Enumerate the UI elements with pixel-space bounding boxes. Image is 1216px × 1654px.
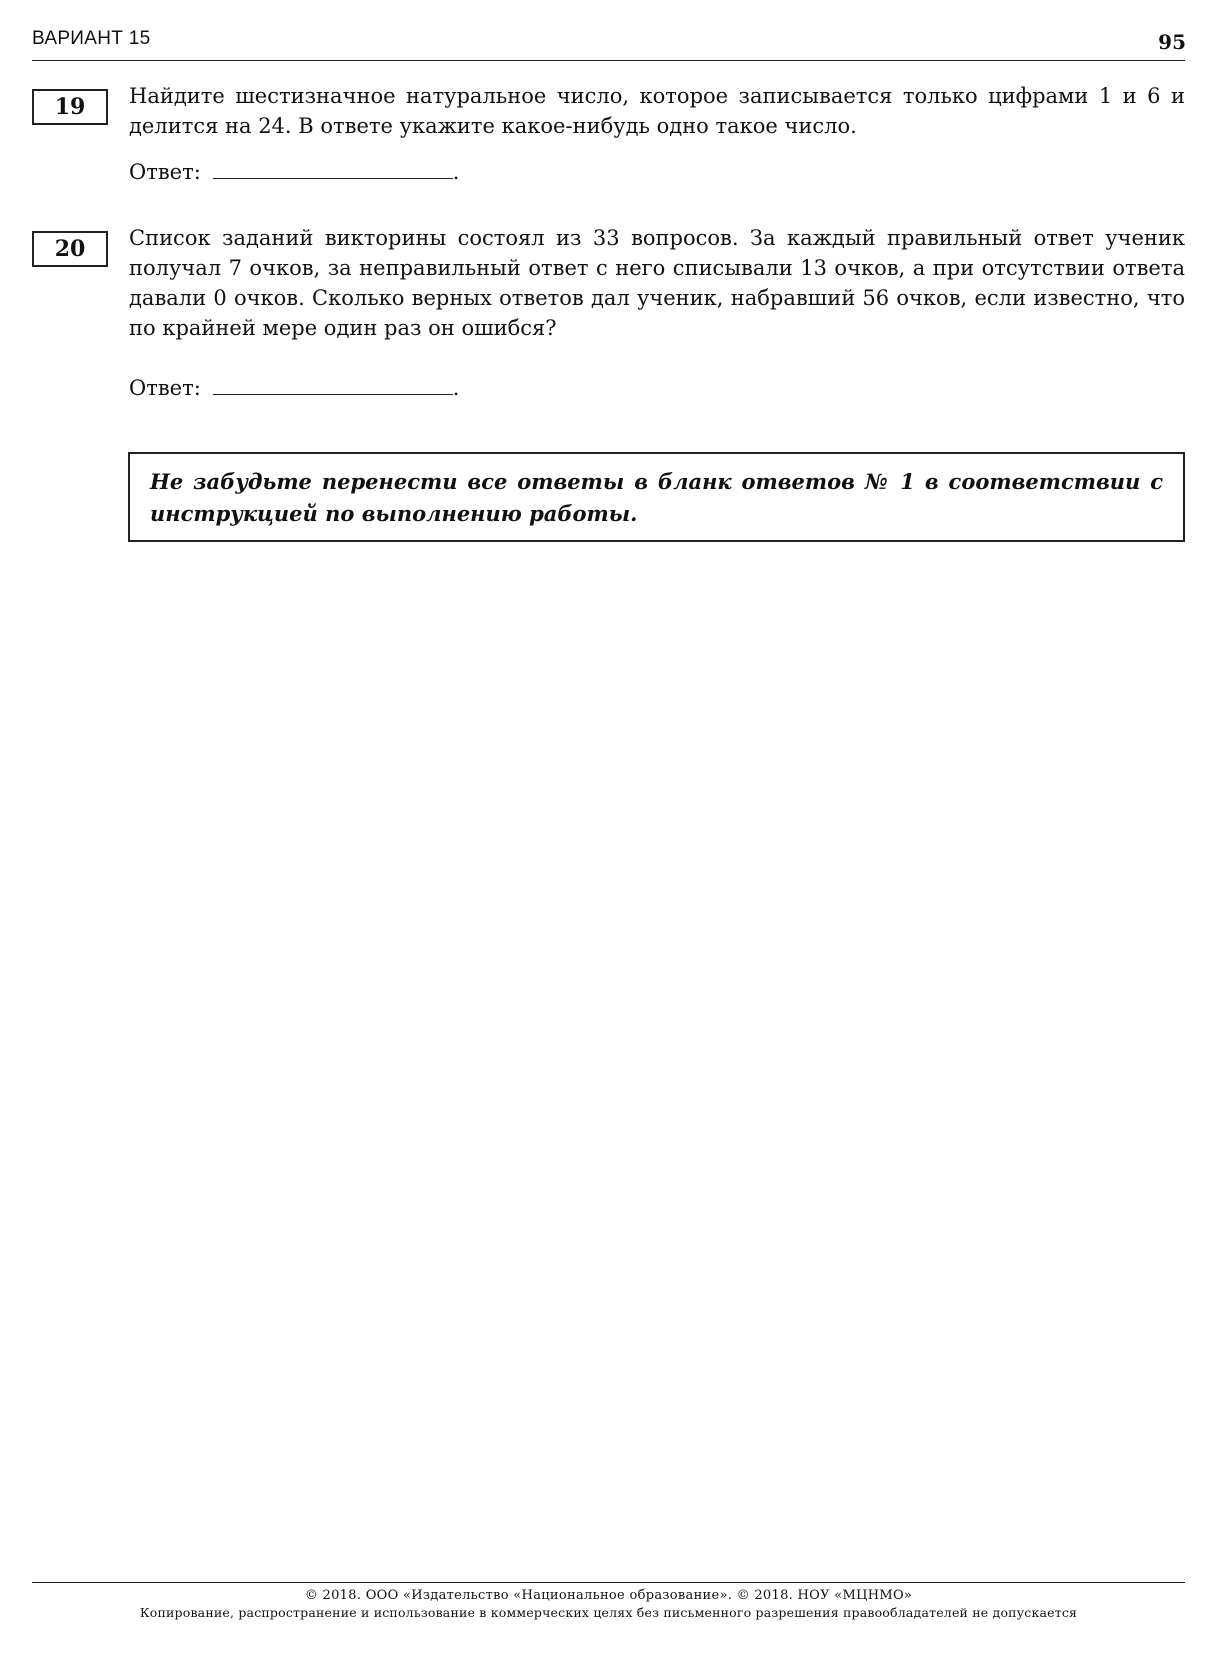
task-number-box: 20	[32, 231, 108, 267]
answer-end: .	[452, 160, 460, 184]
footer-copyright: © 2018. ООО «Издательство «Национальное образование». © 2018. НОУ «МЦНМО»	[304, 1588, 913, 1603]
variant-title: ВАРИАНТ 15	[32, 28, 151, 49]
page-number: 95	[1158, 30, 1186, 54]
answer-label: Ответ:	[129, 160, 201, 184]
answer-line	[129, 157, 459, 187]
answer-blank-field[interactable]	[213, 374, 453, 395]
task-text: Найдите шестизначное натуральное число, которое записывается только цифрами 1 и 6 и делится на 24. В ответе укажите какое-нибудь одно такое число.	[129, 84, 1185, 138]
answer-line	[129, 373, 459, 403]
answer-label: Ответ:	[129, 376, 201, 400]
answer-end: .	[452, 376, 460, 400]
answer-blank-field[interactable]	[213, 158, 453, 179]
footer-divider	[32, 1582, 1185, 1583]
header-divider	[32, 60, 1185, 61]
reminder-notice-box	[128, 452, 1185, 542]
task-number-box: 19	[32, 89, 108, 125]
footer-restriction: Копирование, распространение и использование в коммерческих целях без письменного разрешения правообладателей не допускается	[139, 1605, 1078, 1620]
task-text: Список заданий викторины состоял из 33 вопросов. За каждый правильный ответ ученик получал 7 очков, за неправильный ответ с него списывали 13 очков, а при отсутствии ответа давали 0 очков. Сколько верных ответов дал ученик, набравший 56 очков, если известно, что по крайней мере один раз он ошибся?	[129, 226, 1185, 340]
reminder-notice-text: Не забудьте перенести все ответы в бланк ответов № 1 в соответствии с инструкцией по выполнению работы.	[150, 469, 1163, 526]
